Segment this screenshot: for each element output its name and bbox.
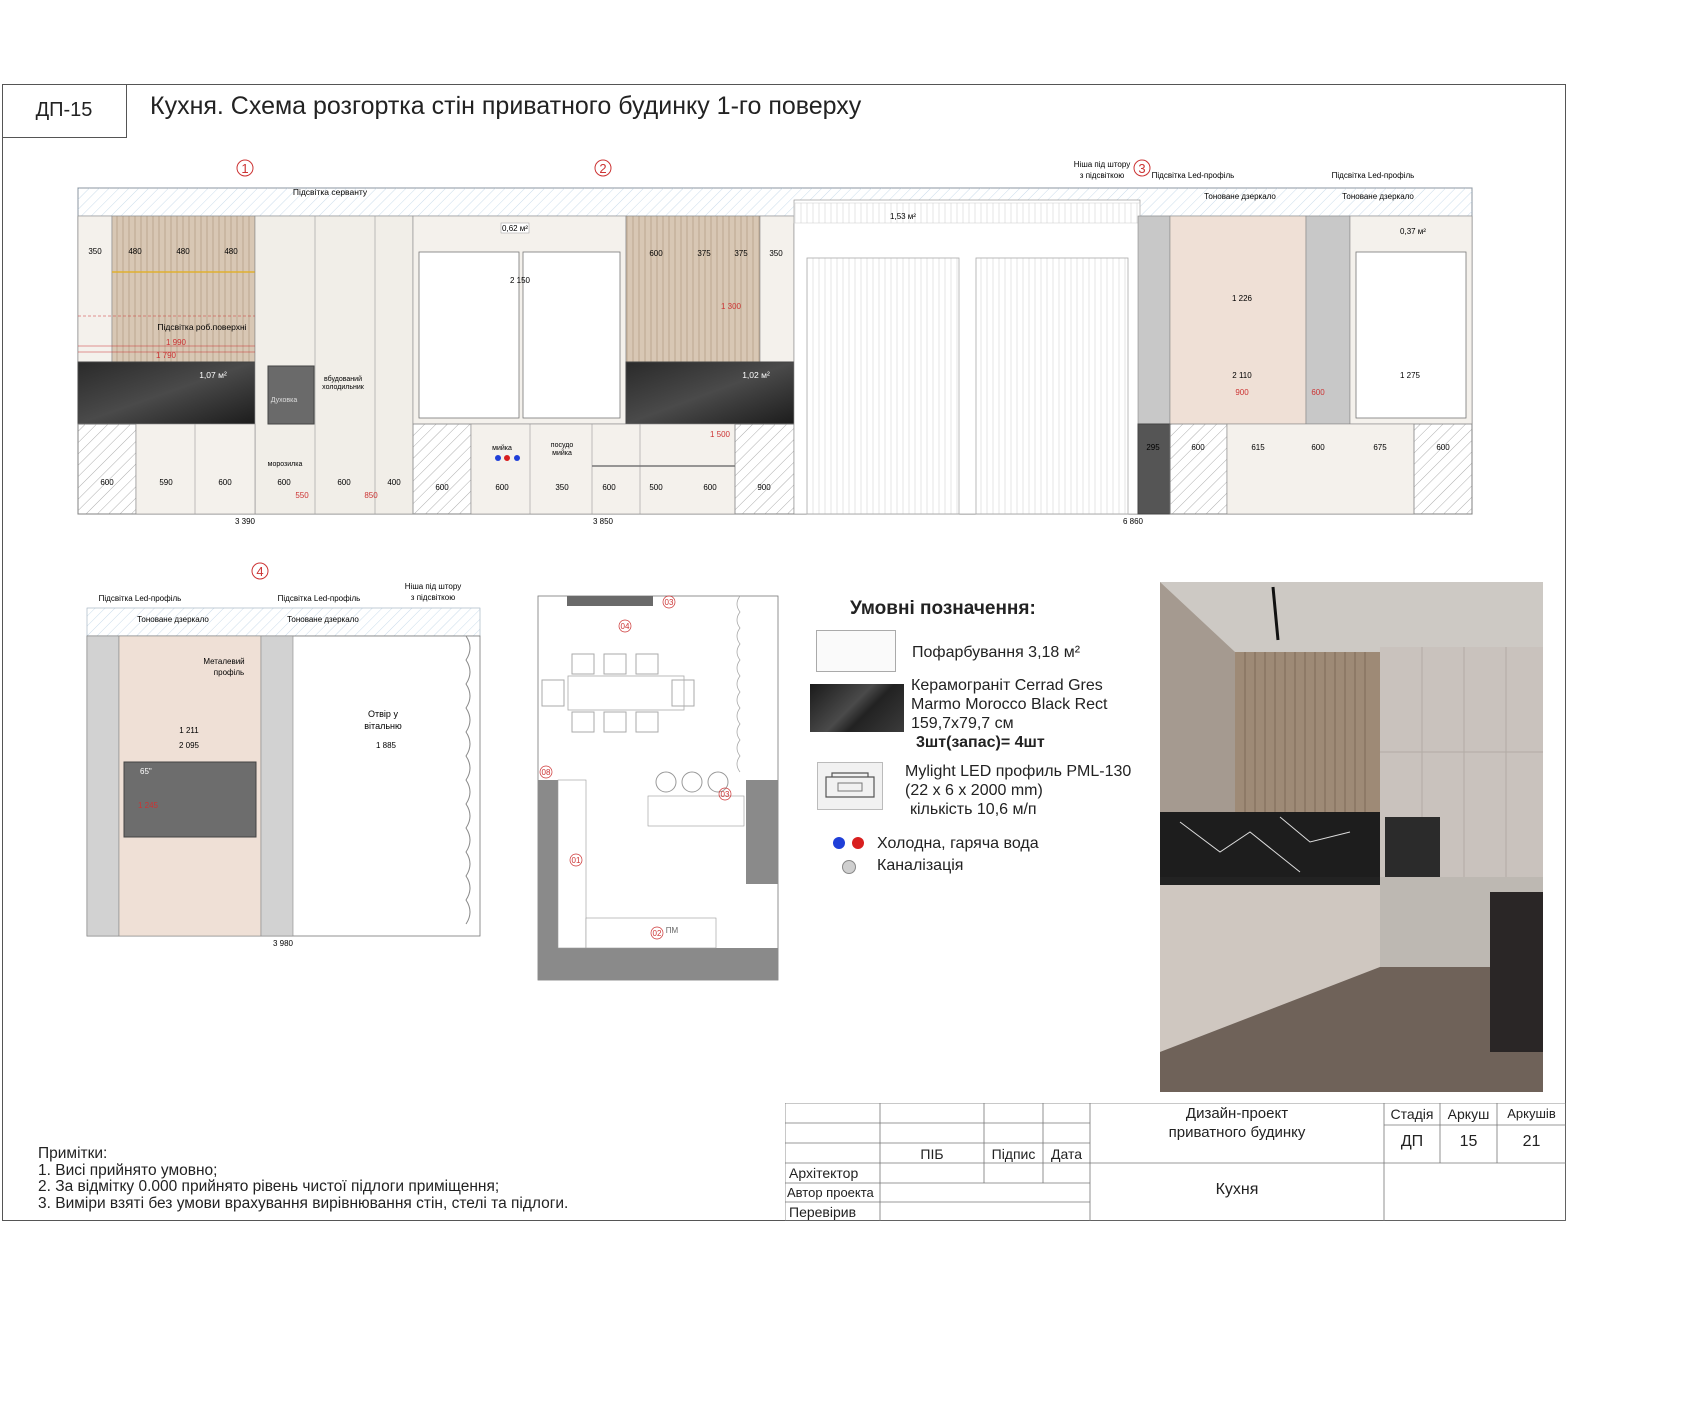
stage-value: ДП <box>1400 1133 1424 1150</box>
svg-text:400: 400 <box>387 478 401 487</box>
fridge-label-2: холодильник <box>322 384 364 391</box>
svg-text:295: 295 <box>1146 443 1160 452</box>
svg-text:1 245: 1 245 <box>137 801 159 810</box>
oven-label: Духовка <box>270 397 298 404</box>
sheets-value: 21 <box>1522 1133 1541 1150</box>
name-column: ПІБ <box>920 1146 944 1162</box>
section-marker-3 <box>1134 160 1150 176</box>
svg-text:600: 600 <box>337 478 351 487</box>
curtain-niche-label-4b: з підсвіткою <box>410 593 456 602</box>
svg-text:600: 600 <box>1311 388 1325 397</box>
freezer-label: морозилка <box>267 461 303 468</box>
area-0: 0,62 м² <box>502 224 528 233</box>
svg-text:03: 03 <box>720 790 730 799</box>
legend-tile-3: 159,7х79,7 см <box>911 715 1014 732</box>
sheet-value: 15 <box>1459 1133 1478 1150</box>
sheet-code: ДП-15 <box>2 84 127 138</box>
svg-text:08: 08 <box>541 768 551 777</box>
led-profile-icon <box>817 762 883 810</box>
marker-2-label: 2 <box>599 161 607 176</box>
svg-text:480: 480 <box>128 247 142 256</box>
svg-text:500: 500 <box>649 483 663 492</box>
project-title-2: приватного будинку <box>1168 1124 1306 1141</box>
legend-led-1: Mylight LED профиль PML-130 <box>905 763 1132 780</box>
svg-text:900: 900 <box>1235 388 1249 397</box>
led-label-4b: Підсвітка Led-профіль <box>277 594 361 603</box>
svg-text:600: 600 <box>495 483 509 492</box>
legend-tile-2: Marmo Morocco Black Rect <box>911 696 1108 713</box>
svg-text:3 850: 3 850 <box>592 517 614 526</box>
section-marker-4 <box>252 563 268 579</box>
svg-text:480: 480 <box>176 247 190 256</box>
area-3: 1,53 м² <box>890 212 916 221</box>
notes-block <box>38 1146 568 1212</box>
sink-label: мийка <box>492 445 512 452</box>
checked-label: Перевірив <box>789 1204 857 1220</box>
plan-island <box>648 796 744 826</box>
svg-text:2 150: 2 150 <box>509 276 531 285</box>
author-label: Автор проекта <box>787 1185 874 1200</box>
wall-3-base-units <box>1227 424 1414 514</box>
svg-text:350: 350 <box>769 249 783 258</box>
legend-swatch-tile <box>810 684 904 732</box>
svg-text:6 860: 6 860 <box>1122 517 1144 526</box>
svg-text:3 980: 3 980 <box>272 939 294 948</box>
svg-text:600: 600 <box>703 483 717 492</box>
svg-text:600: 600 <box>277 478 291 487</box>
svg-text:600: 600 <box>649 249 663 258</box>
metal-profile-label-1: Металевий <box>203 657 245 666</box>
stage-label: Стадія <box>1390 1106 1434 1122</box>
sheet-label: Аркуш <box>1447 1106 1490 1122</box>
svg-text:590: 590 <box>159 478 173 487</box>
wall-1-backsplash <box>78 362 255 424</box>
wall-2-base-units <box>471 424 735 514</box>
svg-text:02: 02 <box>652 929 662 938</box>
led-label-3b: Підсвітка Led-профіль <box>1331 171 1415 180</box>
svg-text:2 110: 2 110 <box>1232 371 1252 380</box>
cold-water-dot-icon <box>833 837 845 849</box>
mirror-label-4b: Тоноване дзеркало <box>287 615 359 624</box>
svg-text:1 275: 1 275 <box>1399 371 1421 380</box>
svg-text:01: 01 <box>571 856 581 865</box>
svg-text:900: 900 <box>757 483 771 492</box>
svg-text:1 790: 1 790 <box>155 351 177 360</box>
note-item: 1. Висі прийнято умовно; <box>38 1161 218 1179</box>
area-1: 1,07 м² <box>199 370 227 380</box>
note-item: 2. За відмітку 0.000 прийнято рівень чистої підлоги приміщення; <box>38 1178 500 1195</box>
svg-text:1 211: 1 211 <box>179 726 199 735</box>
curtain-niche-label-2: з підсвіткою <box>1079 171 1125 180</box>
curtain-left <box>807 258 959 514</box>
wall-4-elevation <box>87 582 480 948</box>
led-label-3a: Підсвітка Led-профіль <box>1151 171 1235 180</box>
opening-label-1: Отвір у <box>368 709 398 719</box>
legend-water-label: Холодна, гаряча вода <box>877 835 1039 852</box>
dishwasher-label-1: посудо <box>550 442 574 449</box>
sewer-dot-icon <box>842 860 856 874</box>
svg-text:850: 850 <box>364 491 378 500</box>
svg-text:04: 04 <box>620 622 630 631</box>
sign-column: Підпис <box>991 1146 1036 1162</box>
wall-1-tall-units <box>255 216 413 514</box>
page-title: Кухня. Схема розгортка стін приватного будинку 1-го поверху <box>150 92 862 120</box>
wall-2-elevation <box>413 216 794 526</box>
mirror-label-3a: Тоноване дзеркало <box>1204 192 1276 201</box>
svg-text:600: 600 <box>218 478 232 487</box>
svg-text:ПМ: ПМ <box>665 926 679 935</box>
date-column: Дата <box>1050 1146 1082 1162</box>
svg-text:1 300: 1 300 <box>720 302 742 311</box>
svg-text:1 226: 1 226 <box>1231 294 1253 303</box>
wall-1-base-units <box>136 424 255 514</box>
legend-paint-label: Пофарбування 3,18 м² <box>912 644 1081 661</box>
legend-led-2: (22 x 6 x 2000 mm) <box>905 782 1043 799</box>
metal-profile-label-2: профіль <box>213 668 245 677</box>
svg-text:2 095: 2 095 <box>178 741 200 750</box>
section-marker-1 <box>237 160 253 176</box>
kitchen-floor-plan <box>538 596 778 980</box>
svg-text:600: 600 <box>1191 443 1205 452</box>
svg-text:375: 375 <box>697 249 711 258</box>
area-2: 1,02 м² <box>742 370 770 380</box>
wall-2-slat-panel <box>626 216 760 362</box>
sheets-label: Аркушів <box>1507 1106 1556 1121</box>
led-label-4a: Підсвітка Led-профіль <box>98 594 182 603</box>
svg-text:600: 600 <box>100 478 114 487</box>
fridge-label-1: вбудований <box>324 376 362 383</box>
legend-title: Умовні позначення: <box>850 598 1036 619</box>
area-4: 0,37 м² <box>1400 227 1426 236</box>
svg-text:375: 375 <box>734 249 748 258</box>
marker-3-label: 3 <box>1138 161 1146 176</box>
marker-1-label: 1 <box>241 161 249 176</box>
mirror-label-3b: Тоноване дзеркало <box>1342 192 1414 201</box>
notes-title: Примітки: <box>38 1145 108 1162</box>
svg-text:550: 550 <box>295 491 309 500</box>
svg-text:480: 480 <box>224 247 238 256</box>
curtain-niche-label-1: Ніша під штору <box>1073 160 1131 169</box>
sideboard-light-label: Підсвітка серванту <box>292 187 368 197</box>
oven <box>268 366 314 424</box>
svg-text:350: 350 <box>555 483 569 492</box>
legend-swatch-paint <box>816 630 896 672</box>
room-name: Кухня <box>1215 1181 1259 1198</box>
project-title-1: Дизайн-проект <box>1185 1105 1289 1122</box>
note-item: 3. Виміри взяті без умови врахування вирівнювання стін, стелі та підлоги. <box>38 1194 569 1212</box>
window-3 <box>1356 252 1466 418</box>
tv-size-label: 65" <box>140 767 152 776</box>
legend-led-3: кількість 10,6 м/п <box>910 801 1037 818</box>
legend-sewer-label: Каналізація <box>877 857 964 874</box>
mirror-label-4a: Тоноване дзеркало <box>137 615 209 624</box>
svg-text:03: 03 <box>664 598 674 607</box>
svg-text:615: 615 <box>1251 443 1265 452</box>
kitchen-render-image <box>1160 582 1543 1092</box>
dishwasher-label-2: мийка <box>552 450 572 457</box>
curtain-niche-label-4a: Ніша під штору <box>404 582 462 591</box>
svg-text:3 390: 3 390 <box>234 517 256 526</box>
svg-text:600: 600 <box>435 483 449 492</box>
svg-text:675: 675 <box>1373 443 1387 452</box>
wall-1-elevation <box>78 187 413 526</box>
svg-text:600: 600 <box>1311 443 1325 452</box>
window-2 <box>523 252 620 418</box>
legend-tile-4: 3шт(запас)= 4шт <box>916 734 1045 751</box>
window-1 <box>419 252 519 418</box>
svg-text:350: 350 <box>88 247 102 256</box>
architect-label: Архітектор <box>789 1165 859 1181</box>
opening-label-2: вітальню <box>364 721 402 731</box>
svg-text:600: 600 <box>602 483 616 492</box>
legend-tile-1: Керамограніт Cerrad Gres <box>911 677 1103 694</box>
svg-text:1 885: 1 885 <box>375 741 397 750</box>
svg-text:1 500: 1 500 <box>709 430 731 439</box>
svg-text:1 990: 1 990 <box>165 338 187 347</box>
title-block <box>785 1103 1566 1221</box>
svg-text:600: 600 <box>1436 443 1450 452</box>
section-marker-2 <box>595 160 611 176</box>
work-light-label: Підсвітка роб.поверхні <box>157 322 247 332</box>
hot-water-dot-icon <box>852 837 864 849</box>
marker-4-label: 4 <box>256 564 264 579</box>
curtain-right <box>976 258 1128 514</box>
